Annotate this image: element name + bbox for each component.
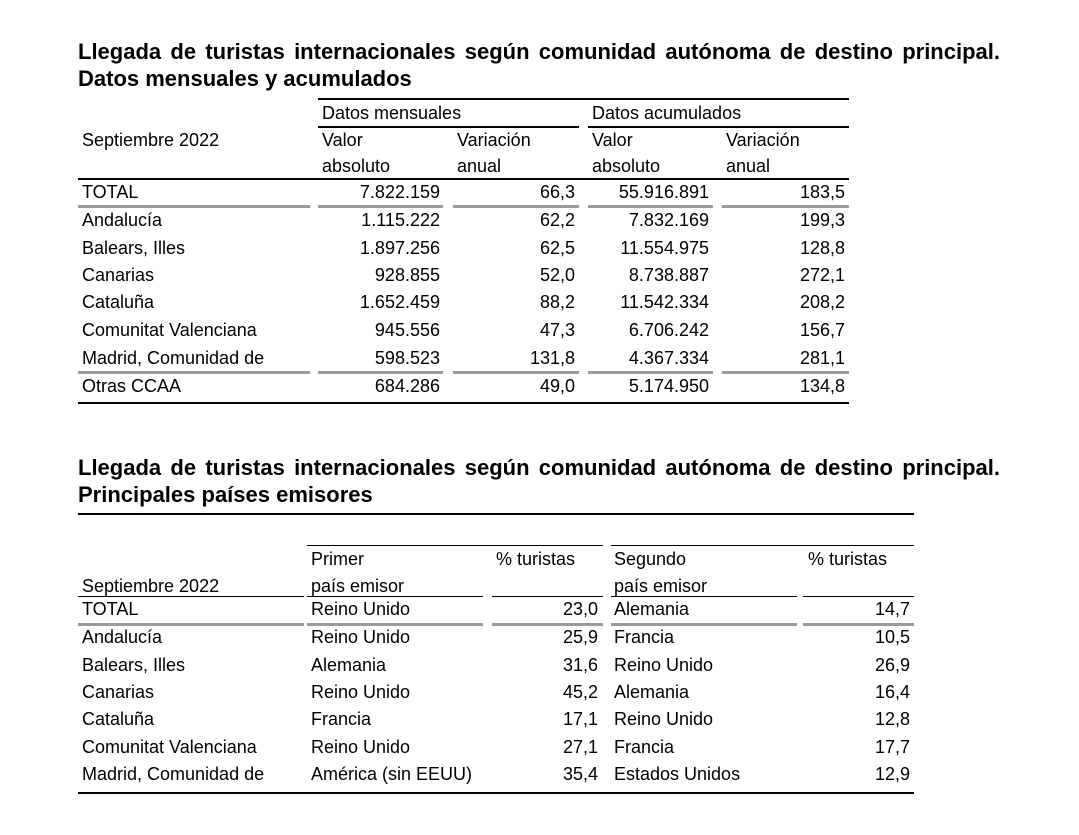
mensual-variacion: 49,0: [539, 376, 575, 396]
mensual-variacion: 62,2: [539, 210, 575, 230]
mensual-variacion: 52,0: [539, 265, 575, 285]
mensual-variacion: 47,3: [539, 320, 575, 340]
segundo-pais: Alemania: [614, 682, 690, 702]
rule: [78, 513, 914, 515]
region-name: Cataluña: [82, 292, 155, 312]
mensual-valor: 598.523: [374, 348, 440, 368]
separator: [722, 371, 849, 374]
separator: [318, 205, 443, 208]
col-variacion-mensual: anual: [457, 156, 502, 176]
region-name: Otras CCAA: [82, 376, 182, 396]
rule: [78, 178, 849, 180]
period-label: Septiembre 2022: [82, 576, 220, 596]
rule: [78, 402, 849, 404]
primer-pct: 23,0: [562, 599, 598, 619]
mensual-variacion: 62,5: [539, 238, 575, 258]
group-header-acumulados: Datos acumulados: [592, 103, 742, 123]
primer-pct: 35,4: [562, 764, 598, 784]
rule: [611, 596, 797, 597]
segundo-pais: Francia: [614, 737, 675, 757]
col-segundo-pais: país emisor: [614, 576, 708, 596]
primer-pais: Reino Unido: [311, 682, 411, 702]
col-valor-mensual: Valor: [322, 130, 363, 150]
primer-pais: Reino Unido: [311, 627, 411, 647]
segundo-pct: 14,7: [874, 599, 910, 619]
primer-pct: 45,2: [562, 682, 598, 702]
col-valor-mensual: absoluto: [322, 156, 391, 176]
region-name: Andalucía: [82, 627, 163, 647]
acumulado-variacion: 134,8: [799, 376, 845, 396]
acumulado-variacion: 281,1: [799, 348, 845, 368]
mensual-valor: 945.556: [374, 320, 440, 340]
mensual-valor: 7.822.159: [359, 182, 440, 202]
acumulado-variacion: 156,7: [799, 320, 845, 340]
separator: [78, 371, 310, 374]
rule: [307, 596, 483, 597]
mensual-valor: 1.652.459: [359, 292, 440, 312]
rule: [611, 545, 914, 546]
primer-pais: América (sin EEUU): [311, 764, 473, 784]
col-primer-pais: país emisor: [311, 576, 405, 596]
segundo-pais: Reino Unido: [614, 709, 714, 729]
mensual-variacion: 66,3: [539, 182, 575, 202]
acumulado-valor: 11.554.975: [620, 238, 709, 258]
rule: [307, 545, 603, 546]
region-name: Balears, Illes: [82, 655, 186, 675]
separator: [588, 205, 713, 208]
segundo-pct: 16,4: [874, 682, 910, 702]
col-pct-segundo: % turistas: [808, 549, 888, 569]
region-name: Canarias: [82, 682, 155, 702]
primer-pct: 17,1: [562, 709, 598, 729]
segundo-pais: Estados Unidos: [614, 764, 741, 784]
col-primer-pais: Primer: [311, 549, 364, 569]
region-name: Madrid, Comunidad de: [82, 348, 265, 368]
region-name: Madrid, Comunidad de: [82, 764, 265, 784]
col-valor-acumulado: Valor: [592, 130, 633, 150]
region-name: Andalucía: [82, 210, 163, 230]
mensual-valor: 1.115.222: [361, 210, 440, 230]
primer-pais: Reino Unido: [311, 599, 411, 619]
region-name: Comunitat Valenciana: [82, 320, 257, 340]
rule: [492, 596, 603, 597]
primer-pais: Reino Unido: [311, 737, 411, 757]
group-header-mensuales: Datos mensuales: [322, 103, 462, 123]
region-name: Cataluña: [82, 709, 155, 729]
col-variacion-acumulado: anual: [726, 156, 771, 176]
acumulado-valor: 8.738.887: [628, 265, 709, 285]
acumulado-valor: 11.542.334: [620, 292, 709, 312]
rule: [78, 596, 304, 597]
primer-pais: Francia: [311, 709, 372, 729]
acumulado-variacion: 208,2: [799, 292, 845, 312]
separator: [453, 205, 579, 208]
segundo-pct: 17,7: [874, 737, 910, 757]
acumulado-valor: 5.174.950: [628, 376, 709, 396]
rule: [803, 596, 914, 597]
acumulado-valor: 6.706.242: [628, 320, 709, 340]
rule: [318, 98, 849, 100]
acumulado-valor: 55.916.891: [618, 182, 709, 202]
col-segundo-pais: Segundo: [614, 549, 687, 569]
segundo-pais: Reino Unido: [614, 655, 714, 675]
separator: [78, 205, 310, 208]
table1-title: Llegada de turistas internacionales según comunidad autónoma de destino principal. Datos mensuales y acumulados: [78, 39, 1000, 91]
separator: [588, 371, 713, 374]
primer-pais: Alemania: [311, 655, 387, 675]
rule: [318, 126, 579, 128]
segundo-pct: 12,8: [874, 709, 910, 729]
separator: [453, 371, 579, 374]
acumulado-valor: 4.367.334: [628, 348, 709, 368]
col-valor-acumulado: absoluto: [592, 156, 661, 176]
region-name: TOTAL: [82, 599, 139, 619]
primer-pct: 31,6: [562, 655, 598, 675]
primer-pct: 25,9: [562, 627, 598, 647]
acumulado-variacion: 183,5: [799, 182, 845, 202]
col-variacion-acumulado: Variación: [726, 130, 800, 150]
primer-pct: 27,1: [562, 737, 598, 757]
mensual-valor: 928.855: [374, 265, 440, 285]
region-name: Comunitat Valenciana: [82, 737, 257, 757]
acumulado-valor: 7.832.169: [628, 210, 709, 230]
col-variacion-mensual: Variación: [457, 130, 531, 150]
region-name: Balears, Illes: [82, 238, 186, 258]
region-name: Canarias: [82, 265, 155, 285]
segundo-pct: 10,5: [874, 627, 910, 647]
region-name: TOTAL: [82, 182, 139, 202]
mensual-variacion: 131,8: [529, 348, 575, 368]
separator: [722, 205, 849, 208]
mensual-variacion: 88,2: [539, 292, 575, 312]
segundo-pct: 12,9: [874, 764, 910, 784]
separator: [318, 371, 443, 374]
period-label: Septiembre 2022: [82, 130, 220, 150]
table2-title: Llegada de turistas internacionales según comunidad autónoma de destino principal. Principales países emisores: [78, 455, 1000, 507]
mensual-valor: 1.897.256: [359, 238, 440, 258]
segundo-pais: Francia: [614, 627, 675, 647]
segundo-pct: 26,9: [874, 655, 910, 675]
rule: [78, 792, 914, 794]
acumulado-variacion: 199,3: [799, 210, 845, 230]
mensual-valor: 684.286: [374, 376, 440, 396]
acumulado-variacion: 272,1: [799, 265, 845, 285]
acumulado-variacion: 128,8: [799, 238, 845, 258]
col-pct-primer: % turistas: [496, 549, 576, 569]
rule: [588, 126, 849, 128]
segundo-pais: Alemania: [614, 599, 690, 619]
